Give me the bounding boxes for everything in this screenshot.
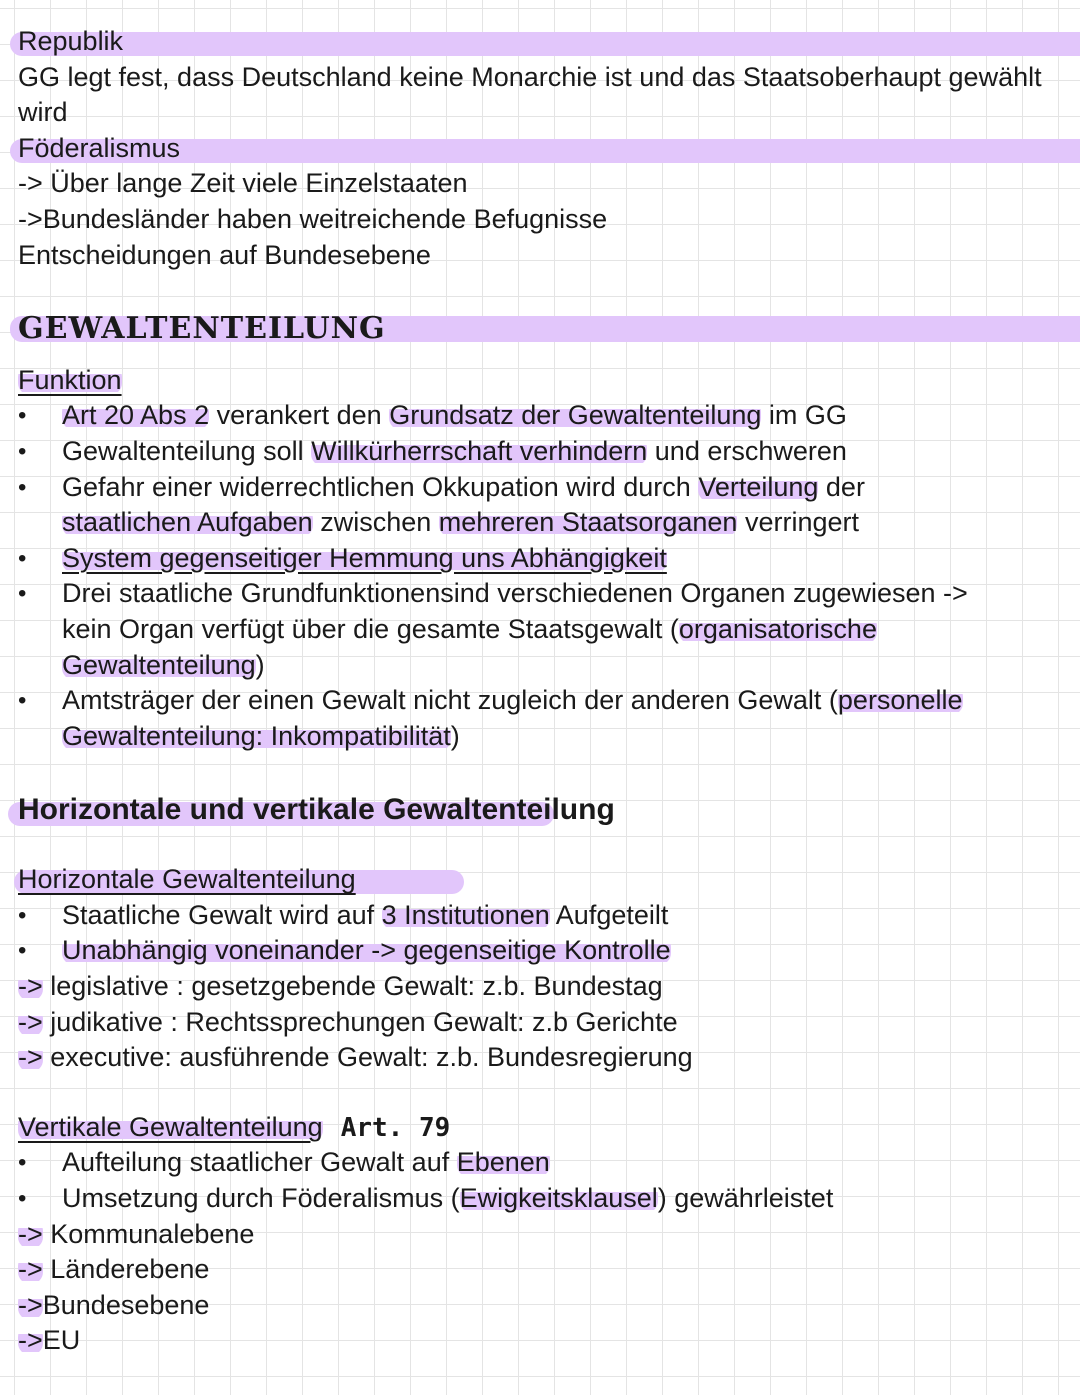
list-item-continuation: staatlichen Aufgaben zwischen mehreren Staatsorganen verringert (62, 507, 859, 538)
list-item-continuation: Gewaltenteilung: Inkompatibilität) (62, 720, 460, 751)
list-item: • Umsetzung durch Föderalismus (Ewigkeitsklausel) gewährleistet (0, 1181, 1080, 1217)
arrow-item: -> judikative : Rechtssprechungen Gewalt: z.b Gerichte (18, 1006, 678, 1037)
list-item: • Amtsträger der einen Gewalt nicht zugleich der anderen Gewalt (personelle (0, 683, 1080, 719)
vert-note: Art. 79 (340, 1112, 451, 1143)
list-item: • Unabhängig voneinander -> gegenseitige Kontrolle (0, 933, 1080, 969)
funktion-heading: Funktion (18, 364, 122, 395)
republik-heading: Republik (18, 26, 124, 56)
list-item: • Gewaltenteilung soll Willkürherrschaft verhindern und erschweren (0, 434, 1080, 470)
vert-heading-line (0, 1110, 1080, 1146)
list-item: • System gegenseitiger Hemmung uns Abhängigkeit (0, 541, 1080, 577)
arrow-item: -> Länderebene (18, 1254, 210, 1285)
list-item-continuation: kein Organ verfügt über die gesamte Staatsgewalt (organisatorische (62, 613, 877, 644)
vert-heading: Vertikale Gewaltenteilung (18, 1111, 323, 1142)
arrow-item: -> legislative : gesetzgebende Gewalt: z.b. Bundestag (18, 971, 663, 1002)
list-item: • Aufteilung staatlicher Gewalt auf Ebenen (0, 1145, 1080, 1181)
horiz-vert-heading: Horizontale und vertikale Gewaltenteilung (18, 793, 615, 827)
list-item: • Staatliche Gewalt wird auf 3 Institutionen Aufgeteilt (0, 898, 1080, 934)
foederalismus-line-2: ->Bundesländer haben weitreichende Befugnisse (18, 203, 608, 234)
notes-page (0, 24, 1080, 1359)
republik-text-1: GG legt fest, dass Deutschland keine Monarchie ist und das Staatsoberhaupt gewählt (18, 61, 1042, 92)
horiz-heading: Horizontale Gewaltenteilung (18, 864, 356, 895)
foederalismus-heading-line (0, 131, 1080, 167)
foederalismus-line-1: -> Über lange Zeit viele Einzelstaaten (18, 168, 468, 199)
republik-heading-line (0, 24, 1080, 60)
list-item: • Art 20 Abs 2 verankert den Grundsatz der Gewaltenteilung im GG (0, 398, 1080, 434)
highlight-bar (10, 32, 1080, 56)
arrow-item: ->Bundesebene (18, 1289, 210, 1320)
horiz-vert-heading-line (0, 790, 1080, 830)
gewaltenteilung-heading: GEWALTENTEILUNG (18, 310, 386, 346)
arrow-item: -> executive: ausführende Gewalt: z.b. Bundesregierung (18, 1042, 693, 1073)
republik-text-2: wird (18, 97, 68, 128)
list-item-continuation: Gewaltenteilung) (62, 649, 265, 680)
gewaltenteilung-heading-line (0, 309, 1080, 349)
list-item: • Drei staatliche Grundfunktionensind verschiedenen Organen zugewiesen -> (0, 576, 1080, 612)
arrow-item: -> Kommunalebene (18, 1218, 255, 1249)
arrow-item: ->EU (18, 1325, 81, 1356)
foederalismus-heading: Föderalismus (18, 132, 181, 163)
foederalismus-line-3: Entscheidungen auf Bundesebene (18, 239, 431, 270)
funktion-heading-line (0, 363, 1080, 399)
horiz-heading-line (0, 862, 1080, 898)
list-item: • Gefahr einer widerrechtlichen Okkupation wird durch Verteilung der (0, 470, 1080, 506)
